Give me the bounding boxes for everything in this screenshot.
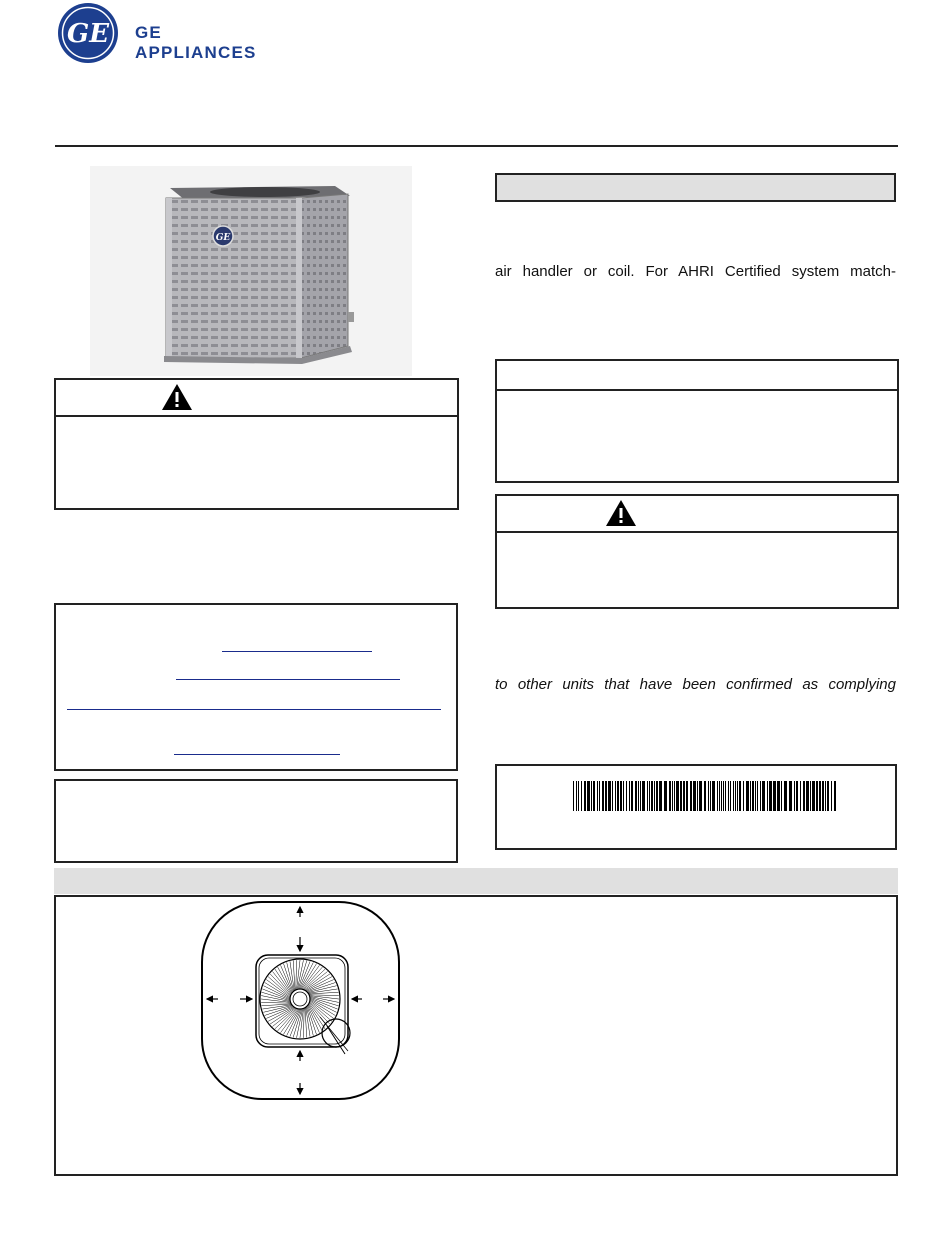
warning-box-right bbox=[495, 494, 899, 609]
notice-header bbox=[497, 361, 897, 391]
clearance-diagram-box bbox=[54, 895, 898, 1176]
warning-header bbox=[497, 496, 897, 533]
link-underline-2[interactable] bbox=[176, 679, 400, 680]
link-underline-1[interactable] bbox=[222, 651, 372, 652]
clearance-diagram bbox=[200, 899, 410, 1105]
link-underline-4[interactable] bbox=[174, 754, 340, 755]
product-image bbox=[90, 166, 412, 376]
notice-box-right bbox=[495, 359, 899, 483]
ge-monogram-icon bbox=[55, 2, 119, 64]
body-text-line-1: air handler or coil. For AHRI Certified system match- bbox=[495, 263, 896, 280]
warning-triangle-icon bbox=[161, 383, 193, 411]
info-box-links bbox=[54, 603, 458, 771]
barcode-box bbox=[495, 764, 897, 850]
svg-text:GE: GE bbox=[215, 233, 231, 243]
brand-name: GE APPLIANCES bbox=[135, 23, 257, 62]
warning-triangle-icon bbox=[605, 499, 637, 527]
svg-text:GE: GE bbox=[66, 19, 110, 49]
barcode-icon bbox=[573, 781, 837, 811]
link-underline-3[interactable] bbox=[67, 709, 441, 710]
header-rule bbox=[55, 145, 898, 147]
warning-box-left bbox=[54, 378, 459, 510]
body-text-line-2: to other units that have been confirmed as complying bbox=[495, 676, 896, 693]
warning-header bbox=[56, 380, 457, 417]
section-header-bar-right bbox=[495, 173, 896, 202]
note-box-left bbox=[54, 779, 458, 863]
ge-logo bbox=[55, 2, 287, 64]
section-header-bar-full bbox=[54, 868, 898, 894]
